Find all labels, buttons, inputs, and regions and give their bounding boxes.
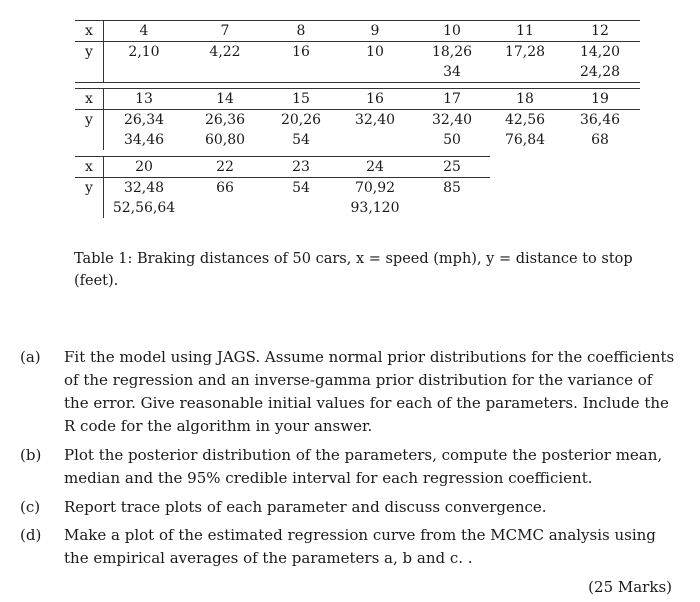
y-value: 26,34 [123, 112, 165, 128]
y-value: 32,40 [431, 112, 473, 128]
y-value: 24,28 [579, 64, 621, 80]
y-cell [336, 178, 414, 219]
y-cell [414, 42, 490, 83]
y-value: 42,56 [504, 112, 546, 128]
x-cell: 10 [414, 21, 490, 42]
y-value: 70,92 [354, 180, 396, 196]
y-value: 2,10 [128, 44, 160, 60]
y-cell [184, 178, 266, 219]
y-value: 16 [292, 44, 310, 60]
y-cell [104, 42, 185, 83]
x-cell: 24 [336, 157, 414, 178]
question-text: Plot the posterior distribution of the parameters, compute the posterior mean, median and the 95% credible interval for each regression coefficient. [64, 446, 663, 487]
y-value: 32,40 [354, 112, 396, 128]
x-cell: 7 [184, 21, 266, 42]
y-value: 14,20 [579, 44, 621, 60]
question-label: (a) [20, 348, 41, 366]
question-label: (d) [20, 526, 42, 544]
y-cell [266, 110, 336, 151]
question-text: Make a plot of the estimated regression curve from the MCMC analysis using the empirical averages of the parameters a, b and c. . [64, 526, 656, 567]
y-value: 50 [443, 132, 461, 148]
question-label: (c) [20, 498, 41, 516]
y-cell [184, 42, 266, 83]
data-table-block-1 [75, 20, 640, 83]
y-value: 85 [443, 180, 461, 196]
table-row-x [75, 21, 640, 42]
y-value: 10 [366, 44, 384, 60]
row-label-y: y [75, 42, 104, 83]
question-b [20, 444, 680, 490]
y-cell [266, 178, 336, 219]
x-cell: 20 [104, 157, 185, 178]
y-cell [104, 178, 185, 219]
x-cell: 14 [184, 89, 266, 110]
table-row-x [75, 89, 640, 110]
question-text: Report trace plots of each parameter and discuss convergence. [64, 498, 547, 516]
y-cell [490, 110, 560, 151]
y-cell [336, 110, 414, 151]
y-value: 17,28 [504, 44, 546, 60]
marks-total: (25 Marks) [588, 578, 672, 596]
table-row-x [75, 157, 490, 178]
y-cell [560, 110, 640, 151]
question-text: Fit the model using JAGS. Assume normal prior distributions for the coefficients of the regression and an inverse-gamma prior distribution for the variance of the error. Give reasonable initial values for each of the parameters. Include the R code for the algorithm in your answer. [64, 348, 675, 435]
y-value: 36,46 [579, 112, 621, 128]
question-c [20, 496, 680, 519]
question-label: (b) [20, 446, 42, 464]
x-cell: 17 [414, 89, 490, 110]
x-cell: 13 [104, 89, 185, 110]
y-cell [560, 42, 640, 83]
y-cell [414, 178, 490, 219]
table-row-y [75, 178, 490, 219]
x-cell: 18 [490, 89, 560, 110]
x-cell: 8 [266, 21, 336, 42]
y-value: 76,84 [504, 132, 546, 148]
y-value: 34,46 [123, 132, 165, 148]
y-value: 18,26 [431, 44, 473, 60]
y-value: 68 [591, 132, 609, 148]
y-value: 66 [216, 180, 234, 196]
data-table-block-3 [75, 156, 490, 218]
y-cell [104, 110, 185, 151]
table-row-y [75, 42, 640, 83]
x-cell: 25 [414, 157, 490, 178]
x-cell: 4 [104, 21, 185, 42]
x-cell: 19 [560, 89, 640, 110]
x-cell: 15 [266, 89, 336, 110]
y-value: 52,56,64 [112, 200, 176, 216]
y-value: 54 [292, 180, 310, 196]
row-label-y: y [75, 178, 104, 219]
y-cell [266, 42, 336, 83]
y-value: 54 [292, 132, 310, 148]
y-value: 20,26 [280, 112, 322, 128]
row-label-x: x [75, 157, 104, 178]
x-cell: 12 [560, 21, 640, 42]
y-cell [336, 42, 414, 83]
table-caption: Table 1: Braking distances of 50 cars, x = speed (mph), y = distance to stop (feet). [74, 251, 633, 289]
x-cell: 22 [184, 157, 266, 178]
table-row-y [75, 110, 640, 151]
question-d [20, 524, 680, 570]
y-value: 26,36 [204, 112, 246, 128]
y-cell [184, 110, 266, 151]
y-cell [490, 42, 560, 83]
row-label-x: x [75, 89, 104, 110]
data-table-block-2 [75, 88, 640, 150]
row-label-x: x [75, 21, 104, 42]
y-value: 34 [443, 64, 461, 80]
y-value: 60,80 [204, 132, 246, 148]
row-label-y: y [75, 110, 104, 151]
x-cell: 11 [490, 21, 560, 42]
y-value: 4,22 [209, 44, 241, 60]
y-value: 93,120 [350, 200, 400, 216]
x-cell: 16 [336, 89, 414, 110]
y-value: 32,48 [123, 180, 165, 196]
question-a [20, 346, 680, 438]
x-cell: 23 [266, 157, 336, 178]
x-cell: 9 [336, 21, 414, 42]
y-cell [414, 110, 490, 151]
